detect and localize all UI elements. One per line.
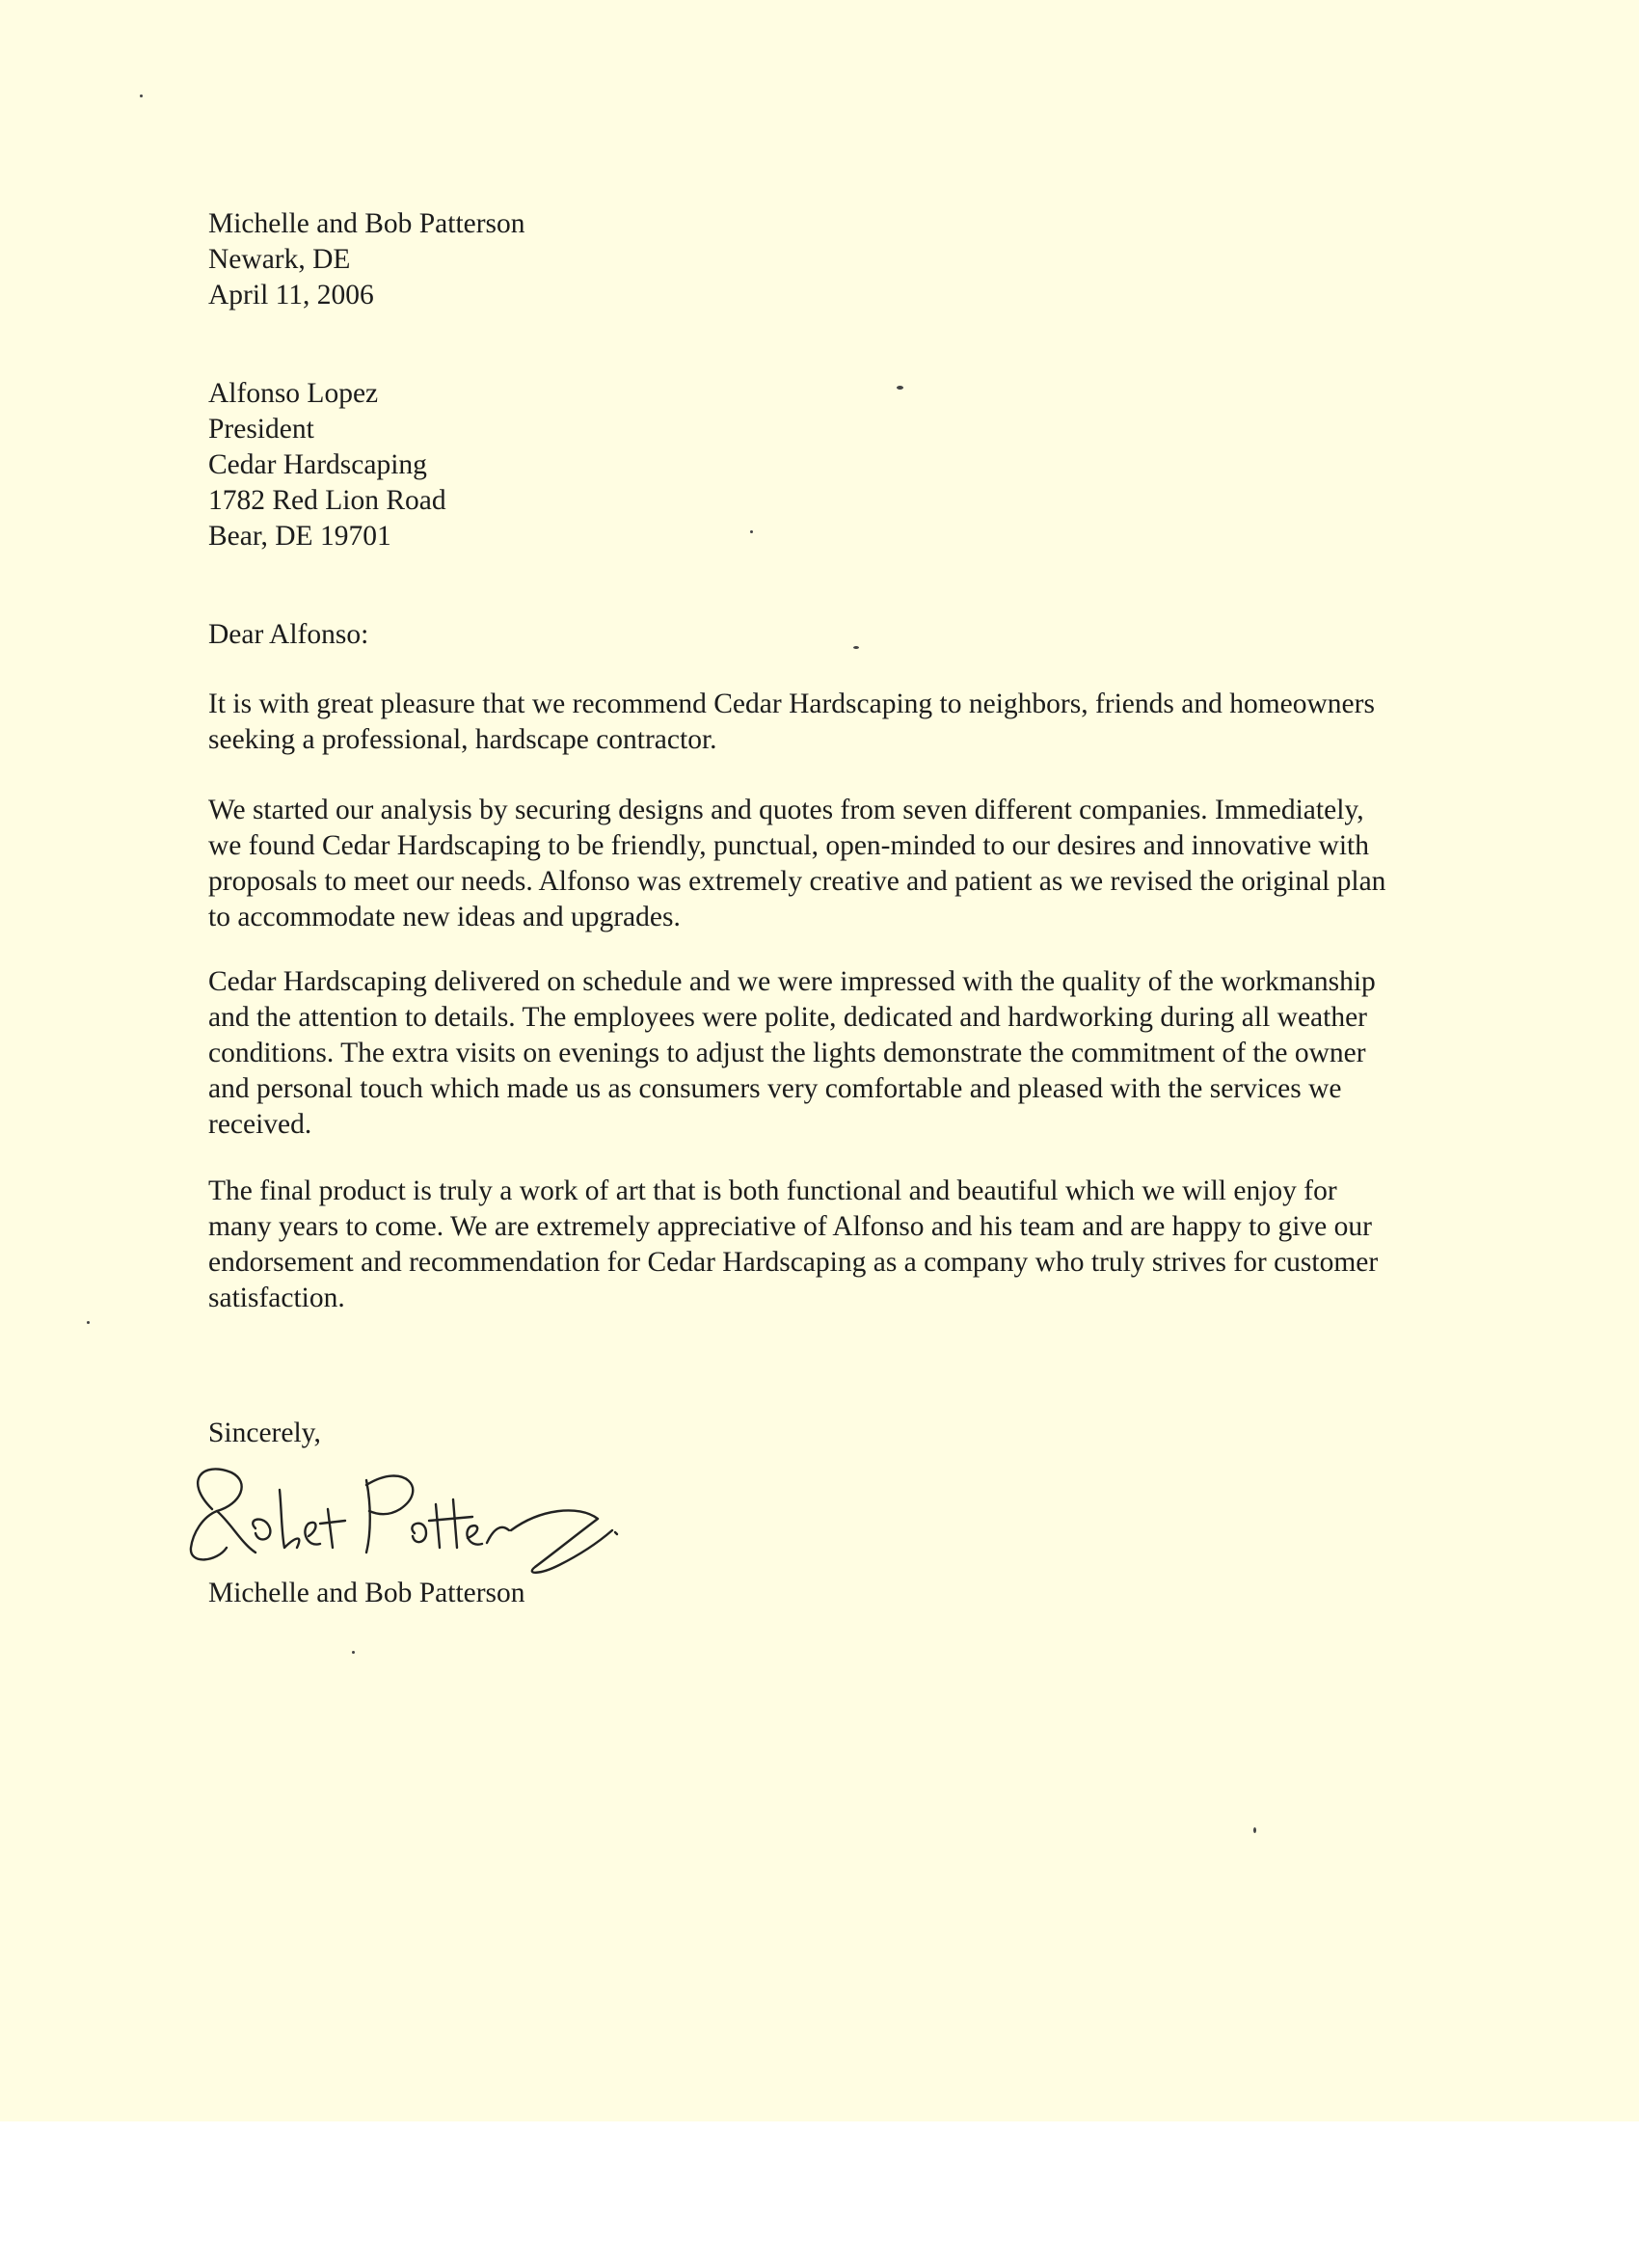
body-paragraph-4: The final product is truly a work of art that is both functional and beautiful which we will enjoy for many years to come. We are extremely appreciative of Alfonso and his team and are happy to give our endorsement and recommendation for Cedar Hardscaping as a company who truly strives for customer satisfaction.	[208, 1175, 1379, 1313]
scan-speck	[352, 1651, 355, 1654]
sender-name: Michelle and Bob Patterson	[208, 208, 525, 239]
body-paragraph-1: It is with great pleasure that we recommend Cedar Hardscaping to neighbors, friends and homeowners seeking a professional, hardscape contractor.	[208, 688, 1375, 755]
scan-speck	[853, 646, 859, 649]
scan-speck	[87, 1321, 90, 1324]
scan-speck	[1253, 1827, 1256, 1833]
recipient-street: 1782 Red Lion Road	[208, 485, 446, 516]
recipient-title: President	[208, 414, 314, 445]
recipient-city: Bear, DE 19701	[208, 521, 391, 552]
sender-address-block	[208, 206, 525, 313]
body-paragraph-3: Cedar Hardscaping delivered on schedule and we were impressed with the quality of the workmanship and the attention to details. The employees were polite, dedicated and hardworking during all weather conditions. The extra visits on evenings to adjust the lights demonstrate the commitment of the owner and personal touch which made us as consumers very comfortable and pleased with the services we received.	[208, 966, 1376, 1140]
closing: Sincerely,	[208, 1418, 321, 1448]
letter-date: April 11, 2006	[208, 280, 374, 310]
recipient-address-block	[208, 376, 446, 554]
body-paragraph-2: We started our analysis by securing designs and quotes from seven different companies. Immediately, we found Cedar Hardscaping to be friendly, punctual, open-minded to our desires and innovative with proposals to meet our needs. Alfonso was extremely creative and patient as we revised the original plan to accommodate new ideas and upgrades.	[208, 795, 1386, 932]
handwritten-signature	[174, 1451, 656, 1581]
recipient-company: Cedar Hardscaping	[208, 449, 427, 480]
scan-speck	[140, 94, 143, 97]
scan-speck	[750, 530, 753, 533]
signature-printed-name: Michelle and Bob Patterson	[208, 1578, 525, 1608]
salutation: Dear Alfonso:	[208, 619, 369, 650]
scan-speck	[897, 386, 903, 390]
sender-location: Newark, DE	[208, 244, 351, 275]
recipient-name: Alfonso Lopez	[208, 378, 379, 409]
